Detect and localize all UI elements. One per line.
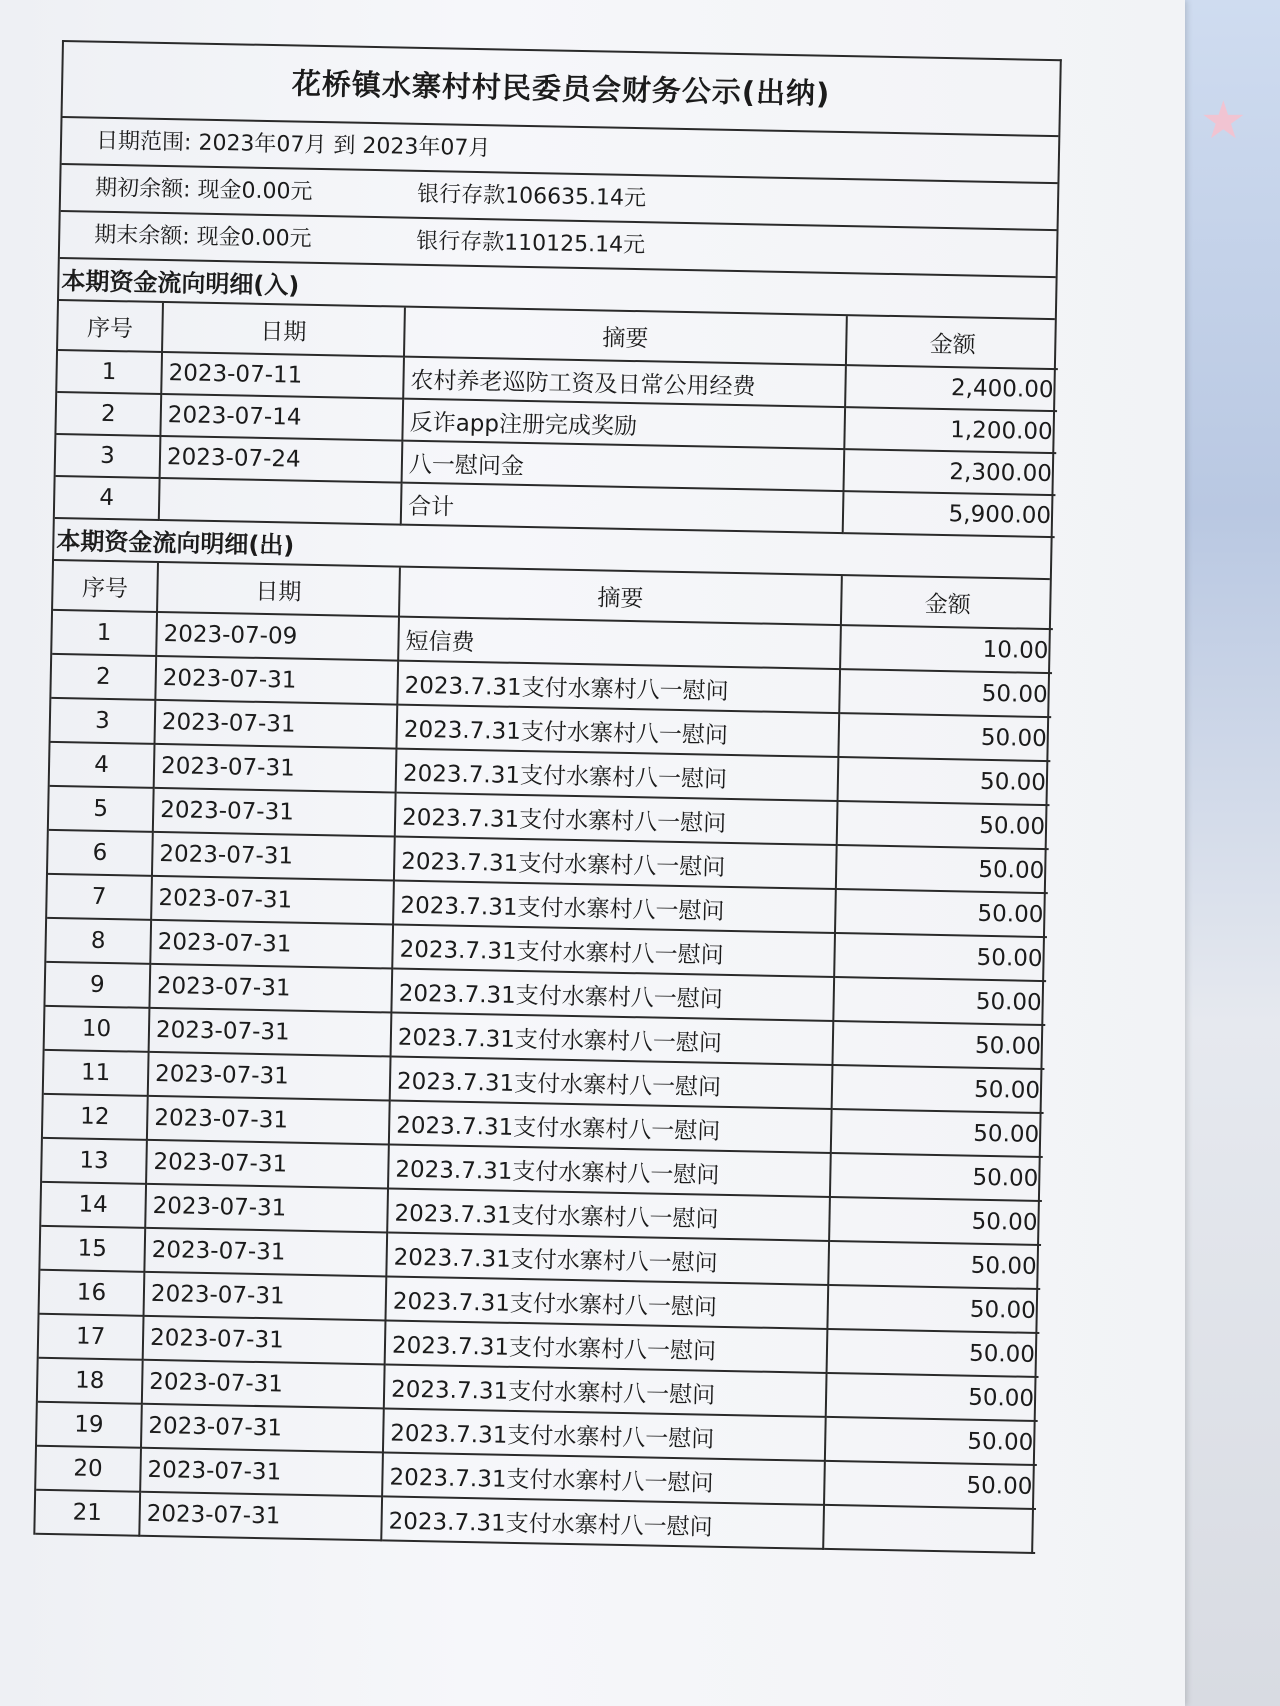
row-number: 12 [43,1094,148,1140]
row-amount: 50.00 [838,713,1051,761]
row-date: 2023-07-09 [156,612,399,661]
row-number: 14 [41,1182,146,1228]
report-frame [33,40,1062,1554]
income-header-date: 日期 [162,303,405,357]
row-amount: 50.00 [836,845,1049,893]
row-number: 3 [56,434,161,478]
row-summary: 2023.7.31支付水寨村八一慰问 [388,1144,831,1196]
row-amount: 50.00 [830,1153,1043,1201]
row-number: 6 [48,830,153,876]
row-date: 2023-07-31 [155,700,398,749]
row-amount: 2,300.00 [843,449,1056,495]
row-summary: 2023.7.31支付水寨村八一慰问 [393,881,836,933]
row-number: 4 [50,742,155,788]
row-date: 2023-07-24 [160,436,403,483]
row-summary: 2023.7.31支付水寨村八一慰问 [386,1232,829,1284]
row-summary: 八一慰问金 [402,441,845,491]
row-amount: 50.00 [833,977,1046,1025]
row-number: 19 [37,1402,142,1448]
row-date: 2023-07-31 [146,1140,389,1189]
row-number: 2 [51,654,156,700]
row-amount: 50.00 [824,1461,1037,1509]
row-number: 20 [36,1446,141,1492]
row-date: 2023-07-31 [153,788,396,837]
row-number: 3 [51,698,156,744]
row-date: 2023-07-31 [143,1316,386,1365]
row-amount: 50.00 [826,1373,1039,1421]
closing-cash: 期末余额: 现金0.00元 [94,222,312,252]
row-date: 2023-07-31 [142,1360,385,1409]
row-date: 2023-07-31 [139,1492,382,1541]
row-number: 4 [55,476,160,520]
expense-header-date: 日期 [157,563,400,617]
income-header-no: 序号 [58,301,163,352]
row-amount: 2,400.00 [845,365,1058,411]
income-section-title: 本期资金流向明细(入) [59,259,1056,320]
row-amount: 50.00 [825,1417,1038,1465]
row-number: 1 [52,610,157,656]
row-number: 13 [42,1138,147,1184]
income-table [55,301,1059,538]
row-date: 2023-07-31 [149,964,392,1013]
expense-table [35,561,1054,1554]
row-date: 2023-07-31 [147,1096,390,1145]
opening-cash: 期初余额: 现金0.00元 [94,175,313,205]
row-summary: 2023.7.31支付水寨村八一慰问 [383,1408,826,1460]
row-number: 7 [47,874,152,920]
row-summary: 合计 [401,483,844,533]
row-amount: 50.00 [828,1241,1041,1289]
row-amount: 10.00 [840,625,1053,673]
row-date: 2023-07-31 [140,1448,383,1497]
row-summary: 2023.7.31支付水寨村八一慰问 [389,1100,832,1152]
row-amount: 50.00 [834,933,1047,981]
expense-header-summary: 摘要 [399,568,842,625]
row-number: 18 [38,1358,143,1404]
row-summary: 农村养老巡防工资及日常公用经费 [403,357,846,407]
row-amount: 50.00 [829,1197,1042,1245]
row-amount: 50.00 [835,889,1048,937]
row-amount: 50.00 [827,1329,1040,1377]
row-summary: 2023.7.31支付水寨村八一慰问 [396,705,839,757]
row-summary: 2023.7.31支付水寨村八一慰问 [381,1496,824,1548]
row-amount: 50.00 [837,801,1050,849]
background-fabric [1170,0,1280,1706]
row-date: 2023-07-31 [149,1008,392,1057]
row-amount: 50.00 [827,1285,1040,1333]
row-date: 2023-07-31 [155,656,398,705]
row-number: 9 [45,962,150,1008]
row-summary: 2023.7.31支付水寨村八一慰问 [390,1056,833,1108]
row-date: 2023-07-31 [152,832,395,881]
row-summary: 2023.7.31支付水寨村八一慰问 [385,1276,828,1328]
row-summary: 2023.7.31支付水寨村八一慰问 [397,661,840,713]
row-date: 2023-07-31 [151,876,394,925]
row-amount: 50.00 [832,1021,1045,1069]
row-number: 16 [40,1270,145,1316]
row-number: 8 [46,918,151,964]
row-date: 2023-07-31 [145,1184,388,1233]
expense-header-no: 序号 [53,561,158,612]
row-summary: 2023.7.31支付水寨村八一慰问 [382,1452,825,1504]
row-number: 15 [40,1226,145,1272]
row-number: 5 [49,786,154,832]
expense-header-amount: 金额 [841,576,1054,629]
row-summary: 短信费 [398,617,841,669]
opening-bank: 银行存款106635.14元 [416,181,647,212]
income-header-summary: 摘要 [404,308,847,365]
row-summary: 2023.7.31支付水寨村八一慰问 [385,1320,828,1372]
row-date: 2023-07-31 [144,1272,387,1321]
row-summary: 2023.7.31支付水寨村八一慰问 [387,1188,830,1240]
row-date [159,478,402,525]
closing-bank: 银行存款110125.14元 [415,228,646,259]
row-number: 1 [57,350,162,394]
row-summary: 2023.7.31支付水寨村八一慰问 [394,837,837,889]
finance-report [33,40,1062,1554]
row-summary: 2023.7.31支付水寨村八一慰问 [384,1364,827,1416]
row-number: 21 [35,1490,140,1536]
report-title: 花桥镇水寨村村民委员会财务公示(出纳) [63,42,1060,137]
row-number: 17 [39,1314,144,1360]
row-amount: 5,900.00 [843,491,1056,537]
row-summary: 2023.7.31支付水寨村八一慰问 [396,749,839,801]
row-summary: 反诈app注册完成奖励 [402,399,845,449]
row-date: 2023-07-31 [154,744,397,793]
income-header-amount: 金额 [846,316,1059,369]
row-amount: 1,200.00 [844,407,1057,453]
row-summary: 2023.7.31支付水寨村八一慰问 [391,969,834,1021]
row-summary: 2023.7.31支付水寨村八一慰问 [395,793,838,845]
row-amount: 50.00 [832,1065,1045,1113]
row-date: 2023-07-31 [148,1052,391,1101]
row-date: 2023-07-11 [161,352,404,399]
expense-section-title: 本期资金流向明细(出) [54,519,1051,580]
row-date: 2023-07-31 [141,1404,384,1453]
row-amount: 50.00 [839,669,1052,717]
row-amount: 50.00 [838,757,1051,805]
row-date: 2023-07-14 [160,394,403,441]
row-amount: 50.00 [831,1109,1044,1157]
row-number: 11 [44,1050,149,1096]
row-summary: 2023.7.31支付水寨村八一慰问 [391,1013,834,1065]
row-amount [823,1505,1036,1553]
row-number: 10 [45,1006,150,1052]
row-date: 2023-07-31 [150,920,393,969]
row-summary: 2023.7.31支付水寨村八一慰问 [392,925,835,977]
star-decoration-icon: ★ [1200,91,1247,151]
date-range: 日期范围: 2023年07月 到 2023年07月 [95,128,491,162]
row-date: 2023-07-31 [144,1228,387,1277]
row-number: 2 [56,392,161,436]
